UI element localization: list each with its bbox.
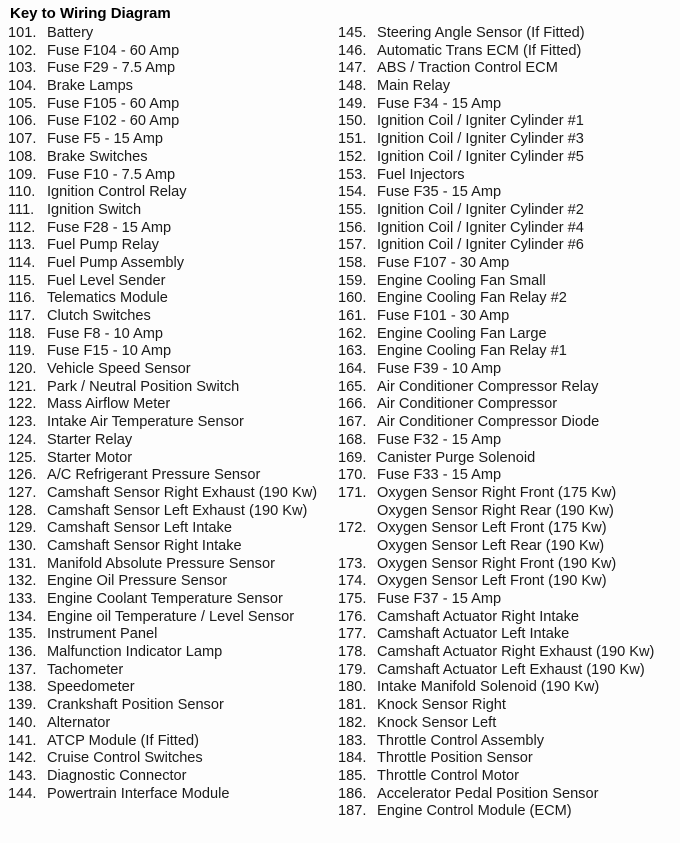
entry-label: Fuse F34 - 15 Amp [377,95,502,112]
entry-label: Ignition Coil / Igniter Cylinder #3 [377,131,584,148]
entry-number: 115. [8,272,36,289]
key-entry [8,679,328,697]
entry-label: Camshaft Sensor Right Intake [47,537,242,554]
key-entry [8,432,328,450]
entry-label: Oxygen Sensor Right Rear (190 Kw) [377,502,614,519]
entry-number: 187. [338,803,367,820]
key-entry [8,149,328,167]
entry-number: 114. [8,254,36,271]
entry-label: Fuel Pump Assembly [47,254,185,271]
entry-number: 141. [8,732,37,749]
entry-label: Fuel Level Sender [47,272,166,289]
entry-number: 102. [8,42,37,59]
entry-number: 111. [8,201,35,218]
key-entry [8,414,328,432]
entry-label: Throttle Position Sensor [377,750,533,767]
entry-label: Engine Oil Pressure Sensor [47,573,228,590]
entry-number: 149. [338,95,367,112]
key-entry [338,679,680,697]
entry-number: 101. [8,25,37,41]
entry-label: Fuse F15 - 10 Amp [47,343,172,360]
entry-number: 109. [8,166,37,183]
entry-label: Engine Control Module (ECM) [377,803,572,820]
entry-label: Air Conditioner Compressor [377,396,558,413]
entry-number: 175. [338,591,367,607]
key-entry [338,60,680,78]
entry-label: Crankshaft Position Sensor [47,697,224,714]
key-entry [8,96,328,114]
entry-label: Knock Sensor Right [377,697,506,714]
key-entry [8,43,328,61]
entry-label: Clutch Switches [47,308,151,324]
entry-label: Steering Angle Sensor (If Fitted) [377,25,585,41]
entry-number: 159. [338,272,367,289]
entry-label: Main Relay [377,78,450,95]
key-entry [8,503,328,521]
entry-number: 135. [8,626,37,643]
entry-label: Fuse F104 - 60 Amp [47,42,180,59]
entry-label: Malfunction Indicator Lamp [47,644,223,661]
key-entry [8,25,328,43]
entry-label: Starter Relay [47,431,133,448]
entry-label: ATCP Module (If Fitted) [47,732,199,749]
entry-number: 160. [338,290,367,307]
key-entry [338,308,680,326]
entry-label: Intake Manifold Solenoid (190 Kw) [377,679,600,696]
key-entry [8,733,328,751]
entry-number: 151. [338,131,367,148]
key-entry [338,485,680,503]
entry-number: 110. [8,184,36,201]
entry-number: 124. [8,431,37,448]
entry-number: 172. [338,520,367,537]
entry-number: 103. [8,60,37,77]
entry-label: Canister Purge Solenoid [377,449,536,466]
entry-label: Oxygen Sensor Right Front (175 Kw) [377,484,617,501]
key-entry [8,113,328,131]
key-entry [338,414,680,432]
key-entry [338,662,680,680]
entry-label: Ignition Coil / Igniter Cylinder #1 [377,113,584,130]
entry-number: 179. [338,661,367,678]
key-entry [8,167,328,185]
key-entry [8,538,328,556]
entry-label: Mass Airflow Meter [47,396,171,413]
key-entry [8,308,328,326]
entry-number: 112. [8,219,36,236]
entry-number: 138. [8,679,37,696]
entry-label: Camshaft Actuator Left Intake [377,626,570,643]
entry-label: Instrument Panel [47,626,158,643]
key-entry [338,503,680,521]
key-entry [338,361,680,379]
key-entry [8,750,328,768]
entry-number: 185. [338,767,367,784]
entry-number: 107. [8,131,37,148]
key-entry [8,220,328,238]
entry-label: A/C Refrigerant Pressure Sensor [47,467,261,484]
entry-number: 153. [338,166,367,183]
entry-label: Oxygen Sensor Left Front (175 Kw) [377,520,607,537]
key-entry [8,626,328,644]
entry-label: Powertrain Interface Module [47,785,230,802]
entry-number: 131. [8,555,37,572]
entry-number: 119. [8,343,36,360]
key-entry [8,644,328,662]
entry-label: Engine oil Temperature / Level Sensor [47,608,295,625]
entry-number: 164. [338,361,367,378]
entry-number: 122. [8,396,37,413]
key-entry [8,131,328,149]
key-entry [8,715,328,733]
entry-label: Fuse F32 - 15 Amp [377,431,502,448]
entry-number: 171. [338,484,367,501]
entry-number: 113. [8,237,36,254]
entry-number: 174. [338,573,367,590]
entry-number: 137. [8,661,37,678]
key-entry [8,290,328,308]
key-entry [338,43,680,61]
entry-number: 125. [8,449,37,466]
key-entry [8,467,328,485]
entry-number: 173. [338,555,367,572]
entry-number: 123. [8,414,37,431]
entry-label: ABS / Traction Control ECM [377,60,558,77]
key-entry [8,450,328,468]
key-entry [338,113,680,131]
entry-label: Vehicle Speed Sensor [47,361,191,378]
entry-number: 117. [8,308,36,324]
entry-label: Engine Cooling Fan Large [377,325,547,342]
entry-number: 128. [8,502,37,519]
key-entry [338,326,680,344]
key-entry [338,167,680,185]
entry-number: 120. [8,361,37,378]
entry-label: Ignition Control Relay [47,184,187,201]
entry-label: Ignition Coil / Igniter Cylinder #4 [377,219,584,236]
entry-number: 167. [338,414,367,431]
entry-number: 168. [338,431,367,448]
entry-label: Oxygen Sensor Left Front (190 Kw) [377,573,607,590]
key-entry [8,60,328,78]
entry-label: Engine Cooling Fan Relay #1 [377,343,567,360]
key-entry [338,78,680,96]
entry-label: Accelerator Pedal Position Sensor [377,785,599,802]
key-entry [338,591,680,609]
entry-number: 150. [338,113,367,130]
entry-number: 132. [8,573,37,590]
entry-number: 156. [338,219,367,236]
entry-number: 140. [8,714,37,731]
key-entry [8,273,328,291]
entry-label: Fuse F28 - 15 Amp [47,219,172,236]
key-entry [338,432,680,450]
entry-number: 116. [8,290,36,307]
key-entry [338,131,680,149]
entry-label: Throttle Control Motor [377,767,519,784]
entry-number: 155. [338,201,367,218]
key-entry [338,202,680,220]
key-entry [338,237,680,255]
entry-label: Brake Lamps [47,78,133,95]
key-entry [338,343,680,361]
entry-label: Oxygen Sensor Left Rear (190 Kw) [377,537,605,554]
entry-number: 104. [8,78,37,95]
entry-label: Throttle Control Assembly [377,732,545,749]
key-entry [8,556,328,574]
entry-number: 169. [338,449,367,466]
page-title: Key to Wiring Diagram [10,5,171,22]
entry-number: 130. [8,537,37,554]
key-entry [338,520,680,538]
key-entry [8,237,328,255]
entry-label: Cruise Control Switches [47,750,203,767]
entry-number: 134. [8,608,37,625]
entry-number: 142. [8,750,37,767]
entry-label: Oxygen Sensor Right Front (190 Kw) [377,555,617,572]
entry-label: Fuse F101 - 30 Amp [377,308,510,324]
key-entry [338,803,680,821]
entry-label: Fuel Pump Relay [47,237,159,254]
entry-label: Camshaft Sensor Left Exhaust (190 Kw) [47,502,308,519]
key-entry [338,750,680,768]
entry-label: Camshaft Sensor Right Exhaust (190 Kw) [47,484,318,501]
entry-number: 177. [338,626,367,643]
key-entry [8,396,328,414]
key-entry [338,573,680,591]
entry-number: 170. [338,467,367,484]
key-entry [8,662,328,680]
key-entry [8,591,328,609]
entry-label: Speedometer [47,679,135,696]
key-entry [338,697,680,715]
entry-label: Fuse F37 - 15 Amp [377,591,502,607]
entry-label: Fuse F35 - 15 Amp [377,184,502,201]
entry-number: 163. [338,343,367,360]
key-entry [338,467,680,485]
entry-label: Alternator [47,714,111,731]
key-entry [8,485,328,503]
key-entry [338,379,680,397]
key-entry [8,361,328,379]
entry-number: 181. [338,697,367,714]
entry-label: Diagnostic Connector [47,767,187,784]
entry-number: 105. [8,95,37,112]
entry-label: Brake Switches [47,148,148,165]
key-entry [8,326,328,344]
key-entry [338,396,680,414]
key-entry [338,149,680,167]
entry-number: 157. [338,237,367,254]
entry-number: 180. [338,679,367,696]
entry-number: 146. [338,42,367,59]
entry-number: 154. [338,184,367,201]
key-entry [8,697,328,715]
entry-label: Knock Sensor Left [377,714,497,731]
key-entry [338,556,680,574]
entry-label: Fuse F105 - 60 Amp [47,95,180,112]
key-entry [8,184,328,202]
entry-number: 165. [338,378,367,395]
entry-number: 127. [8,484,37,501]
key-entry [338,768,680,786]
entry-number: 139. [8,697,37,714]
key-entry [338,255,680,273]
entry-number: 186. [338,785,367,802]
entry-label: Fuse F39 - 10 Amp [377,361,502,378]
entry-number: 136. [8,644,37,661]
key-entry [8,78,328,96]
entry-label: Intake Air Temperature Sensor [47,414,244,431]
key-entry [8,520,328,538]
entry-label: Engine Cooling Fan Small [377,272,546,289]
entry-number: 126. [8,467,37,484]
entry-label: Fuse F8 - 10 Amp [47,325,163,342]
key-entry [338,786,680,804]
entry-number: 158. [338,254,367,271]
entry-number: 152. [338,148,367,165]
entry-label: Camshaft Actuator Left Exhaust (190 Kw) [377,661,645,678]
key-entry [338,273,680,291]
key-entry [338,96,680,114]
key-entry [338,626,680,644]
key-entry [8,343,328,361]
entry-number: 166. [338,396,367,413]
entry-label: Park / Neutral Position Switch [47,378,240,395]
entry-label: Engine Cooling Fan Relay #2 [377,290,567,307]
entry-label: Ignition Switch [47,201,142,218]
entry-number: 143. [8,767,37,784]
key-entry [338,184,680,202]
entry-number: 162. [338,325,367,342]
entry-label: Ignition Coil / Igniter Cylinder #6 [377,237,584,254]
entry-label: Fuse F10 - 7.5 Amp [47,166,176,183]
entry-number: 183. [338,732,367,749]
key-entry [8,768,328,786]
entry-label: Fuel Injectors [377,166,465,183]
entry-label: Manifold Absolute Pressure Sensor [47,555,275,572]
key-entry [8,609,328,627]
entry-number: 145. [338,25,367,41]
entry-number: 108. [8,148,37,165]
entry-number: 182. [338,714,367,731]
entry-label: Ignition Coil / Igniter Cylinder #2 [377,201,584,218]
entry-label: Ignition Coil / Igniter Cylinder #5 [377,148,584,165]
entry-label: Camshaft Sensor Left Intake [47,520,232,537]
key-entry [338,733,680,751]
key-entry [8,379,328,397]
entry-number: 129. [8,520,37,537]
entry-number: 118. [8,325,36,342]
entry-number: 148. [338,78,367,95]
key-entry [338,290,680,308]
entry-number: 147. [338,60,367,77]
entry-label: Air Conditioner Compressor Diode [377,414,600,431]
entry-label: Fuse F107 - 30 Amp [377,254,510,271]
key-column-left [8,25,328,803]
entry-label: Fuse F102 - 60 Amp [47,113,180,130]
key-column-right [338,25,680,821]
entry-label: Camshaft Actuator Right Exhaust (190 Kw) [377,644,655,661]
key-entry [338,715,680,733]
entry-label: Telematics Module [47,290,168,307]
entry-number: 178. [338,644,367,661]
entry-label: Engine Coolant Temperature Sensor [47,591,283,607]
entry-label: Air Conditioner Compressor Relay [377,378,599,395]
entry-label: Fuse F5 - 15 Amp [47,131,163,148]
key-entry [338,220,680,238]
entry-label: Automatic Trans ECM (If Fitted) [377,42,582,59]
key-entry [338,644,680,662]
entry-label: Battery [47,25,94,41]
entry-label: Camshaft Actuator Right Intake [377,608,579,625]
key-entry [8,573,328,591]
key-entry [338,538,680,556]
entry-number: 184. [338,750,367,767]
entry-label: Tachometer [47,661,124,678]
entry-label: Starter Motor [47,449,133,466]
key-entry [338,450,680,468]
entry-number: 144. [8,785,37,802]
entry-number: 121. [8,378,37,395]
key-entry [8,255,328,273]
entry-number: 133. [8,591,37,607]
entry-label: Fuse F29 - 7.5 Amp [47,60,176,77]
entry-number: 106. [8,113,37,130]
key-entry [338,609,680,627]
entry-number: 161. [338,308,367,324]
entry-label: Fuse F33 - 15 Amp [377,467,502,484]
key-entry [8,202,328,220]
key-entry [8,786,328,804]
key-entry [338,25,680,43]
entry-number: 176. [338,608,367,625]
